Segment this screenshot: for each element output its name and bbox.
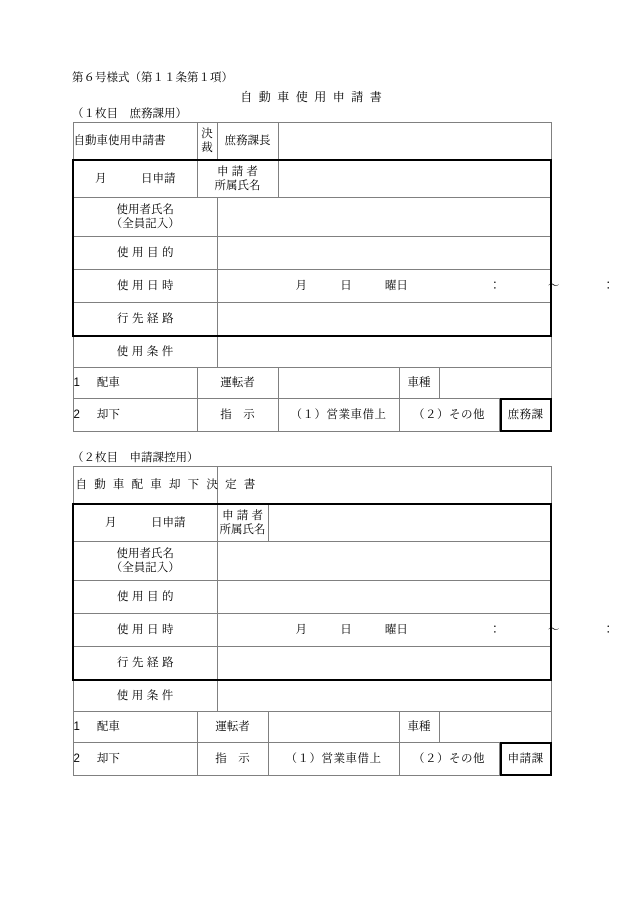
sheet1-conditions-value[interactable] — [217, 336, 551, 368]
sheet2-doc-name — [73, 467, 258, 505]
sheet2-user-name-label — [73, 542, 217, 581]
sheet1-option-2[interactable]: （２）その他 — [399, 399, 499, 432]
sheet2-reject-number: 2 — [73, 753, 80, 765]
form-table-sheet-2 — [72, 466, 615, 776]
sheet2-month-label: 月 — [295, 624, 308, 636]
table-row-conditions — [73, 680, 551, 712]
sheet1-purpose-value[interactable] — [217, 237, 551, 270]
table-row-purpose — [73, 237, 551, 270]
sheet1-datetime-label: 使用日時 — [73, 270, 217, 303]
sheet2-doc-name-line2: 却 下 決 定 書 — [168, 479, 258, 491]
sheet1-time-start: ： — [489, 280, 501, 292]
sheet2-user-name-label-line1: 使用者氏名 — [116, 548, 174, 560]
table-row-application — [73, 504, 551, 542]
sheet2-applicant-value[interactable] — [268, 504, 551, 542]
sheet2-dispatch-label — [73, 712, 197, 743]
sheet2-instruction-label: 指 示 — [197, 743, 268, 776]
sheet1-vehicle-label: 車種 — [399, 368, 439, 399]
table-row-application — [73, 160, 551, 198]
sheet1-purpose-label: 使用目的 — [73, 237, 217, 270]
sheet1-reject-number: 2 — [73, 409, 80, 421]
sheet2-route-label: 行先経路 — [73, 647, 217, 681]
table-row-user-names — [73, 542, 551, 581]
sheet2-time-range-mark: ～ — [547, 624, 560, 636]
sheet1-stamp-cell — [499, 399, 551, 432]
sheet1-approval-label: 決 裁 — [197, 123, 217, 161]
sheet2-purpose-value[interactable] — [217, 581, 551, 614]
sheet1-reject-label — [73, 399, 197, 432]
sheet2-time-end: ： — [602, 624, 615, 636]
table-row-purpose — [73, 581, 551, 614]
sheet2-application-date-label: 月 日申請 — [73, 504, 217, 542]
sheet1-day-label: 日 — [340, 280, 352, 292]
sheet2-day-label: 日 — [340, 624, 352, 636]
table-row-datetime — [73, 614, 551, 647]
sheet2-option-2[interactable]: （２）その他 — [399, 743, 499, 776]
sheet2-driver-value[interactable] — [268, 712, 399, 743]
sheet2-reject-text: 却下 — [96, 753, 120, 765]
sheet1-user-name-label-line1: 使用者氏名 — [116, 204, 174, 216]
sheet2-header-value[interactable] — [217, 467, 551, 505]
table-row-dispatch — [73, 368, 551, 399]
sheet1-approval-value[interactable] — [278, 123, 551, 161]
sheet2-stamp-cell — [499, 743, 551, 776]
form-table-sheet-1 — [72, 122, 615, 432]
table-row-route — [73, 303, 551, 337]
sheet2-user-name-value[interactable] — [217, 542, 551, 581]
sheet-label-1: （１枚目 庶務課用） — [72, 108, 187, 120]
form-code: 第６号様式（第１１条第１項） — [72, 72, 233, 84]
document-title: 自動車使用申請書 — [240, 90, 389, 104]
sheet2-dispatch-number: 1 — [73, 721, 80, 733]
table-row-header — [73, 467, 551, 505]
table-row-reject — [73, 743, 551, 776]
table-row-dispatch — [73, 712, 551, 743]
sheet2-datetime-template — [218, 623, 615, 637]
sheet1-datetime-template — [218, 279, 615, 293]
sheet2-datetime-value[interactable] — [217, 614, 615, 647]
sheet1-dispatch-text: 配車 — [96, 377, 120, 389]
sheet1-conditions-label: 使用条件 — [73, 336, 217, 368]
sheet2-stamp-box[interactable]: 申請課 — [500, 742, 552, 776]
table-row-route — [73, 647, 551, 681]
table-row-user-names — [73, 198, 551, 237]
sheet1-route-label: 行先経路 — [73, 303, 217, 337]
sheet2-conditions-label: 使用条件 — [73, 680, 217, 712]
sheet1-applicant-value[interactable] — [278, 160, 551, 198]
sheet1-dispatch-label — [73, 368, 197, 399]
sheet2-reject-label — [73, 743, 197, 776]
sheet1-vehicle-value[interactable] — [439, 368, 551, 399]
sheet1-user-name-label-line2: （全員記入） — [110, 218, 180, 230]
sheet2-doc-name-line1: 自 動 車 配 車 — [75, 479, 164, 491]
sheet1-driver-value[interactable] — [278, 368, 399, 399]
sheet2-weekday-label: 曜日 — [384, 624, 408, 636]
sheet1-reject-text: 却下 — [96, 409, 120, 421]
sheet1-month-label: 月 — [295, 280, 307, 292]
sheet1-applicant-label-line2: 所属氏名 — [214, 180, 261, 192]
sheet1-applicant-label — [197, 160, 278, 198]
sheet1-application-date-label: 月 日申請 — [73, 160, 197, 198]
sheet2-conditions-value[interactable] — [217, 680, 551, 712]
sheet1-instruction-label: 指 示 — [197, 399, 278, 432]
sheet1-datetime-value[interactable] — [217, 270, 615, 303]
sheet1-dispatch-number: 1 — [73, 377, 80, 389]
sheet1-stamp-box[interactable]: 庶務課 — [500, 398, 552, 432]
sheet1-doc-name: 自動車使用申請書 — [73, 123, 197, 161]
sheet2-purpose-label: 使用目的 — [73, 581, 217, 614]
sheet2-applicant-label-line1: 申 請 者 — [222, 510, 263, 522]
sheet2-applicant-label — [217, 504, 268, 542]
sheet1-option-1[interactable]: （１）営業車借上 — [278, 399, 399, 432]
sheet1-time-end: ： — [602, 280, 615, 292]
sheet1-user-name-value[interactable] — [217, 198, 551, 237]
table-row-header — [73, 123, 551, 161]
sheet1-applicant-label-line1: 申 請 者 — [217, 166, 258, 178]
sheet2-driver-label: 運転者 — [197, 712, 268, 743]
sheet1-approver-title: 庶務課長 — [217, 123, 278, 161]
table-row-datetime — [73, 270, 551, 303]
sheet1-time-range-mark: ～ — [547, 280, 560, 292]
sheet2-datetime-label: 使用日時 — [73, 614, 217, 647]
sheet2-dispatch-text: 配車 — [96, 721, 120, 733]
sheet2-user-name-label-line2: （全員記入） — [110, 562, 180, 574]
table-row-reject — [73, 399, 551, 432]
sheet1-driver-label: 運転者 — [197, 368, 278, 399]
sheet1-user-name-label — [73, 198, 217, 237]
sheet2-option-1[interactable]: （１）営業車借上 — [268, 743, 399, 776]
table-row-conditions — [73, 336, 551, 368]
sheet-label-2: （２枚目 申請課控用） — [72, 452, 199, 464]
sheet2-time-start: ： — [489, 624, 501, 636]
sheet2-vehicle-label: 車種 — [399, 712, 439, 743]
sheet2-vehicle-value[interactable] — [439, 712, 551, 743]
sheet1-route-value[interactable] — [217, 303, 551, 337]
sheet2-route-value[interactable] — [217, 647, 551, 681]
sheet1-weekday-label: 曜日 — [384, 280, 408, 292]
sheet2-applicant-label-line2: 所属氏名 — [219, 524, 266, 536]
